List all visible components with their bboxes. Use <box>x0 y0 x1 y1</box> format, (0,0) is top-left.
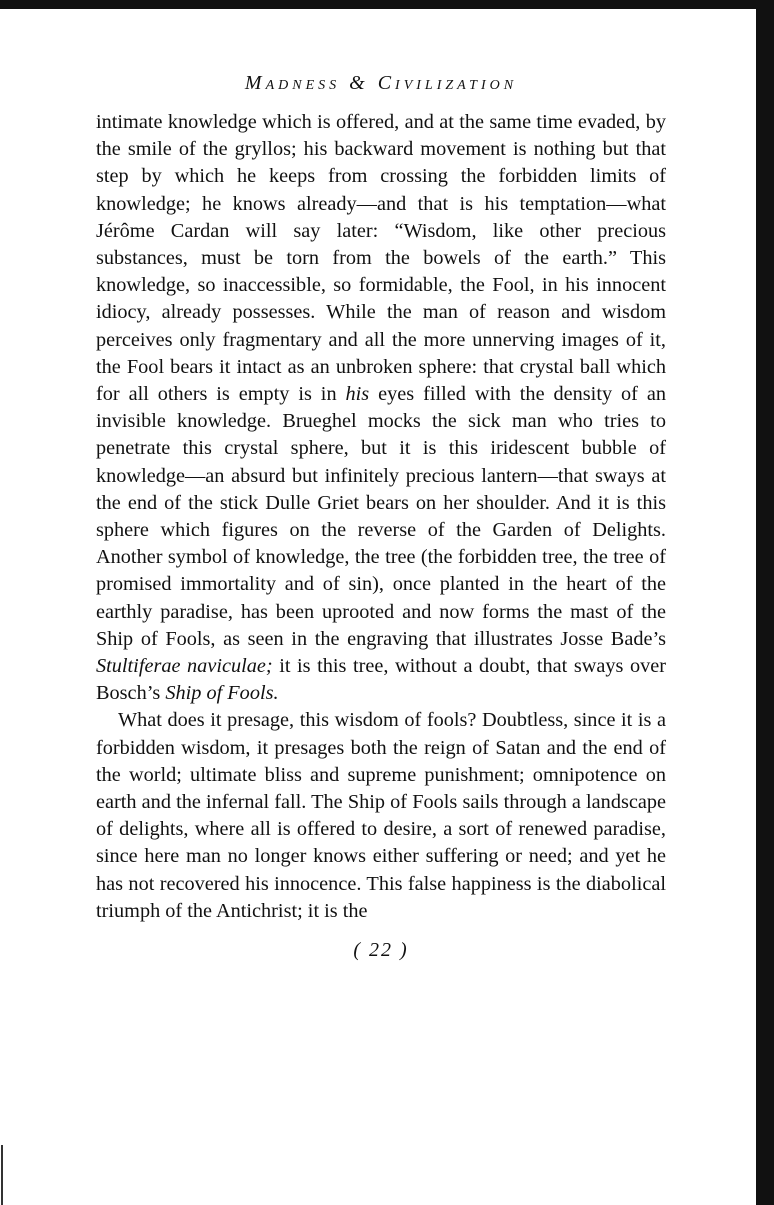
page-right-edge <box>756 0 774 1205</box>
book-page <box>96 58 666 962</box>
italic-text: his <box>345 383 370 406</box>
page-number: ( 22 ) <box>353 939 409 962</box>
body-text <box>96 109 666 925</box>
paragraph <box>96 707 666 925</box>
text-run: intimate knowledge which is offered, and at the same time evaded, by the smile of the gryllos; his backward movement is nothing but that step by which he keeps from crossing the forbidden limits of knowledge; he knows already—and that is his temptation—what Jérôme Cardan will say later: “Wisdom, like other precious substances, must be torn from the bowels of the earth.” This knowledge, so inaccessible, so formidable, the Fool, in his innocent idiocy, already possesses. While the man of reason and wisdom perceives only fragmentary and all the more unnerving images of it, the Fool bears it intact as an unbroken sphere: that crystal ball which for all others is empty is in <box>96 111 666 406</box>
italic-text: Ship of Fools. <box>165 682 279 705</box>
paragraph <box>96 109 666 707</box>
italic-text: Stultiferae naviculae; <box>96 655 273 678</box>
running-head: Madness & Civilization <box>244 72 518 94</box>
page-top-edge <box>0 0 774 9</box>
text-run: eyes filled with the density of an invisible knowledge. Brueghel mocks the sick man who tries to penetrate this crystal sphere, but it is this iridescent bubble of knowledge—an absurd but infinitely precious lantern—that sways at the end of the stick Dulle Griet bears on her shoulder. And it is this sphere which figures on the reverse of the Garden of Delights. Another symbol of knowledge, the tree (the forbidden tree, the tree of promised immortality and of sin), once planted in the heart of the earthly paradise, has been uprooted and now forms the mast of the Ship of Fools, as seen in the engraving that illustrates Josse Bade’s <box>96 383 666 650</box>
text-run: it is this tree, without a doubt, that sways over Bosch’s <box>96 655 667 705</box>
page-left-mark <box>1 1145 3 1205</box>
text-run: What does it presage, this wisdom of fools? Doubtless, since it is a forbidden wisdom, it presages both the reign of Satan and the end of the world; ultimate bliss and supreme punishment; omnipotence on earth and the infernal fall. The Ship of Fools sails through a landscape of delights, where all is offered to desire, a sort of renewed paradise, since here man no longer knows either suffering or need; and yet he has not recovered his innocence. This false happiness is the diabolical triumph of the Antichrist; it is the <box>96 709 666 922</box>
